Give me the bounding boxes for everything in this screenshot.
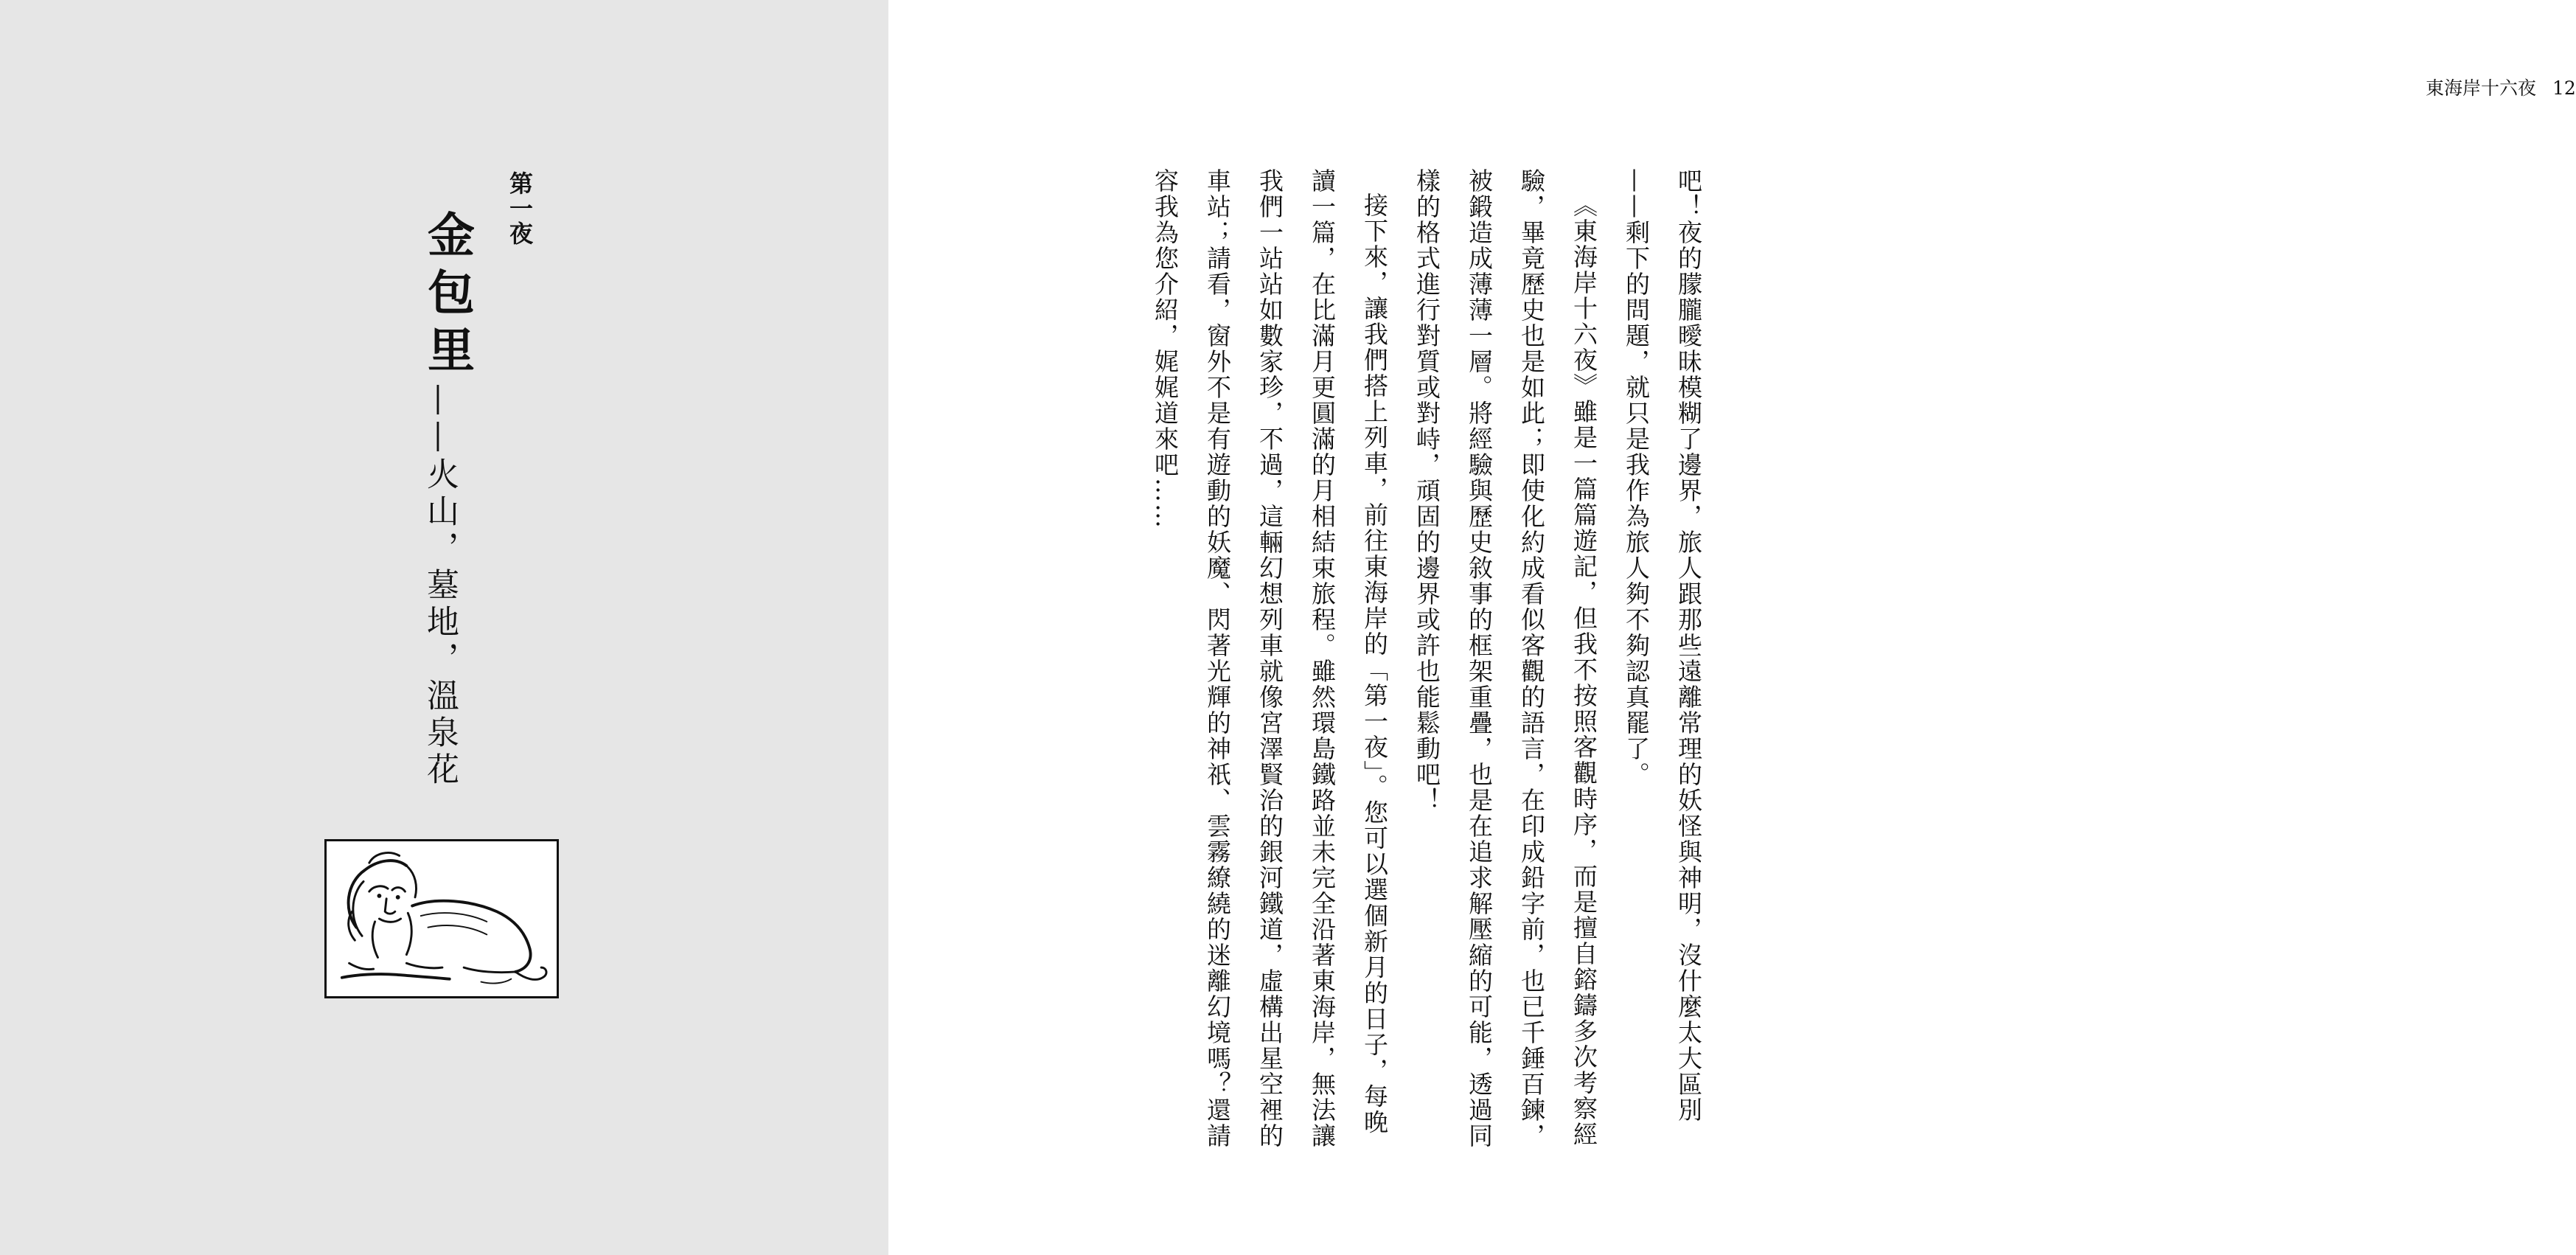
lion-illustration-icon [324, 839, 559, 998]
running-title: 東海岸十六夜 [2426, 77, 2537, 99]
chapter-subtitle: ——火山，墓地，溫泉花 [421, 383, 459, 789]
page-number: 12 [2552, 77, 2576, 99]
chapter-title-page [0, 0, 888, 1255]
paragraph: 《東海岸十六夜》雖是一篇篇遊記，但我不按照客觀時序，而是擅自鎔鑄多次考察經驗，畢竟歷史也是如此；即使化約成看似客觀的語言，在印成鉛字前，也已千錘百鍊，被鍛造成薄薄一層。將經驗與歷史敘事的框架重疊，也是在追求解壓縮的可能，透過同樣的格式進行對質或對峙，頑固的邊界或許也能鬆動吧！ [1413, 168, 1598, 1149]
chapter-label: 第一夜 [506, 171, 534, 246]
paragraph: 吧！夜的朦朧曖昧模糊了邊界，旅人跟那些遠離常理的妖怪與神明，沒什麼太大區別——剩下的問題，就只是我作為旅人夠不夠認真罷了。 [1622, 168, 1703, 1123]
body-text [1139, 168, 1715, 1156]
paragraph: 接下來，讓我們搭上列車，前往東海岸的「第一夜」。您可以選個新月的日子，每晚讀一篇，在比滿月更圓滿的月相結束旅程。雖然環島鐵路並未完全沿著東海岸，無法讓我們一站站如數家珍，不過，這輛幻想列車就像宮澤賢治的銀河鐵道，虛構出星空裡的車站；請看，窗外不是有遊動的妖魔、閃著光輝的神祇、雲霧繚繞的迷離幻境嗎？還請容我為您介紹，娓娓道來吧…… [1151, 168, 1389, 1149]
chapter-title: 金包里 [420, 210, 475, 383]
text-page [888, 0, 2576, 1255]
running-head [2426, 74, 2576, 100]
